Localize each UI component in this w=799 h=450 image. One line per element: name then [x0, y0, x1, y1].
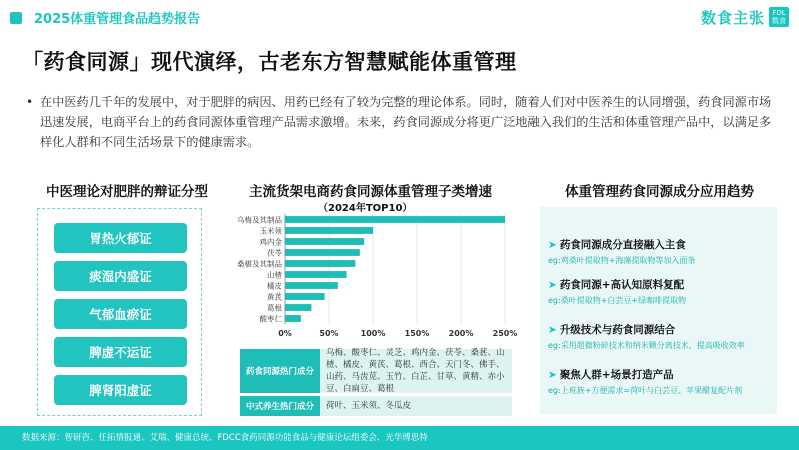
arrow-icon: ➤ [548, 324, 557, 336]
trend-item [548, 322, 769, 351]
top-bar [0, 0, 799, 42]
data-source: 数据来源：智研咨、任拓情报通、艾瑞、健康总统、FDCC食药同源功能食品与健康论坛组委会、光华博思特 [22, 433, 428, 443]
table-row [240, 349, 512, 393]
trend-item [548, 277, 769, 306]
x-tick-label: 100% [360, 329, 386, 338]
page-title: 「药食同源」现代演绎，古老东方智慧赋能体重管理 [22, 50, 517, 74]
syndrome-item: 脾肾阳虚证 [54, 375, 187, 405]
category-label: 玉米须 [259, 226, 282, 236]
trend-heading [548, 237, 769, 252]
bar [285, 227, 373, 234]
category-label: 鸡内金 [259, 237, 282, 247]
trend-heading [548, 367, 769, 382]
brand-square-icon [10, 12, 22, 24]
bar [285, 304, 311, 311]
ingredient-table [240, 349, 512, 416]
bar [285, 271, 347, 278]
bar [285, 315, 301, 322]
category-label: 茯苓 [267, 248, 282, 258]
footer-bar [0, 426, 799, 450]
x-tick-label: 150% [404, 329, 430, 338]
bar [285, 293, 325, 300]
trend-example: eg:采用超微粉碎技术和纳米颗分离技术，提高吸收效率 [548, 341, 745, 350]
syndrome-item: 胃热火郁证 [54, 223, 187, 253]
bar [285, 249, 360, 256]
chart-title: 主流货架电商药食同源体重管理子类增速 [249, 184, 492, 200]
logo-badge-line-1: FDL [772, 9, 786, 17]
syndrome-item: 气郁血瘀证 [54, 299, 187, 329]
trend-item [548, 237, 769, 266]
category-label: 桑椹及其制品 [237, 259, 282, 269]
bar [285, 216, 505, 223]
trend-example: eg:鸡桑叶提取物+海藻提取物等加入面条 [548, 256, 696, 265]
arrow-icon: ➤ [548, 239, 557, 251]
trend-panel [540, 207, 777, 414]
intro-text: 在中医药几千年的发展中，对于肥胖的病因、用药已经有了较为完整的理论体系。同时，随着人们对中医养生的认同增强，药食同源市场迅速发展，电商平台上的药食同源体重管理产品需求激增。未来，药食同源成分将更广泛地融入我们的生活和体重管理产品中，以满足多样化人群和不同生活场景下的健康需求。 [40, 95, 772, 149]
trend-example: eg:桑叶提取物+白芸豆+绿咖啡提取物 [548, 296, 687, 305]
trend-heading-text: 升级技术与药食同源结合 [559, 324, 676, 336]
category-label: 山楂 [267, 270, 282, 280]
arrow-icon: ➤ [548, 369, 557, 381]
table-row [240, 396, 512, 416]
arrow-icon: ➤ [548, 279, 557, 291]
intro-paragraph [26, 92, 780, 152]
table-row-label: 药食同源热门成分 [240, 349, 320, 393]
syndrome-item: 脾虚不运证 [54, 337, 187, 367]
trend-heading [548, 277, 769, 292]
trend-heading [548, 322, 769, 337]
category-label: 葛根 [267, 303, 282, 313]
syndrome-item: 痰湿内盛证 [54, 261, 187, 291]
logo-badge-line-2: 数食 [772, 17, 786, 25]
table-row-value: 荷叶、玉米须、冬瓜皮 [320, 396, 512, 416]
trend-heading-text: 药食同源+高认知原料复配 [559, 279, 685, 291]
table-row-label: 中式养生热门成分 [240, 396, 320, 416]
logo [701, 6, 789, 28]
x-tick-label: 250% [492, 329, 518, 338]
category-label: 黄芪 [267, 292, 282, 302]
table-row-value: 乌梅、酸枣仁、灵芝、鸡内金、茯苓、桑葚、山楂、橘皮、黄芪、葛根、西合、天门冬、佛手、山药、马齿苋、玉竹、白芷、甘草、黄精、赤小豆、白扁豆、葛根 [320, 349, 512, 393]
logo-badge [769, 7, 789, 27]
bar [285, 260, 355, 267]
trend-item [548, 367, 769, 396]
x-tick-label: 50% [319, 329, 339, 338]
syndrome-panel [37, 208, 202, 416]
report-title: 2025体重管理食品趋势报告 [34, 12, 201, 27]
bar [285, 282, 338, 289]
bar [285, 238, 364, 245]
x-tick-label: 0% [278, 329, 292, 338]
bullet-icon: • [26, 95, 34, 109]
category-label: 乌梅及其制品 [237, 215, 282, 225]
growth-bar-chart [230, 210, 520, 340]
category-label: 酸枣仁 [259, 314, 282, 324]
trend-example: eg:上班族+方便需求=荷叶与白芸豆、苹果醋复配片剂 [548, 386, 743, 395]
trend-heading-text: 药食同源成分直接融入主食 [559, 239, 686, 251]
chart-subtitle: （2024年TOP10） [318, 203, 413, 214]
left-panel-title: 中医理论对肥胖的辩证分型 [46, 184, 208, 200]
x-tick-label: 200% [448, 329, 474, 338]
category-label: 橘皮 [267, 281, 282, 291]
right-panel-title: 体重管理药食同源成分应用趋势 [565, 184, 754, 200]
logo-text: 数食主张 [700, 8, 765, 27]
trend-heading-text: 聚焦人群+场景打造产品 [559, 369, 674, 381]
